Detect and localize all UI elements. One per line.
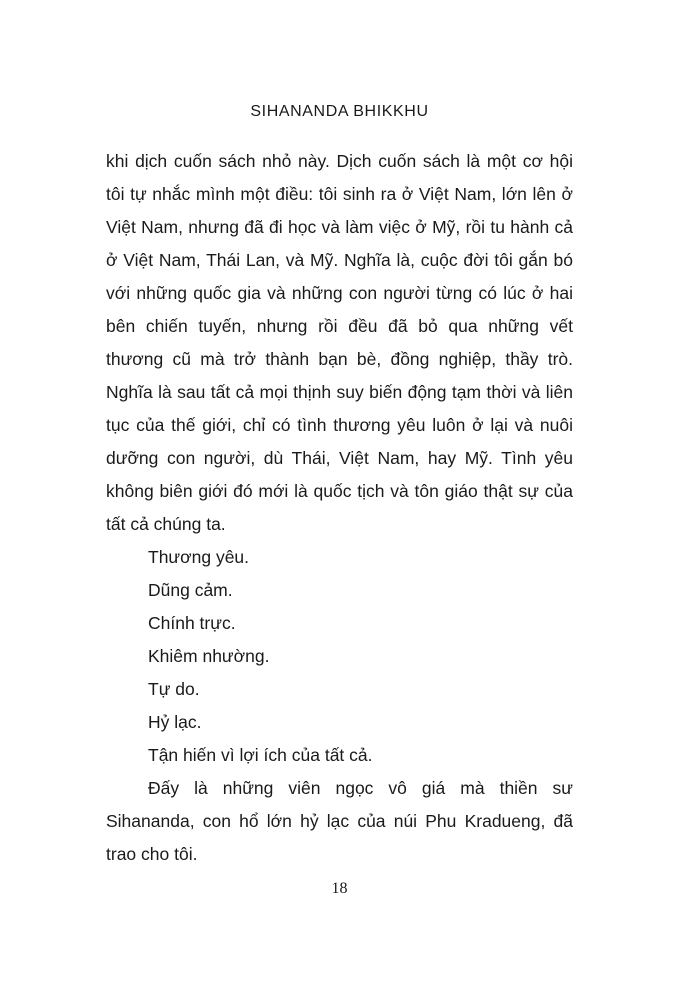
virtue-line: Hỷ lạc. <box>148 712 202 732</box>
virtue-line: Thương yêu. <box>148 547 250 567</box>
closing-paragraph: Đấy là những viên ngọc vô giá mà thiền sư Sihananda, con hổ lớn hỷ lạc của núi Phu Kradueng, đã trao cho tôi. <box>106 778 573 864</box>
virtue-line: Tận hiến vì lợi ích của tất cả. <box>148 745 373 765</box>
virtue-line: Chính trực. <box>148 613 236 633</box>
running-head: SIHANANDA BHIKKHU <box>250 103 429 120</box>
page-number: 18 <box>331 880 348 897</box>
virtue-line: Tự do. <box>148 679 200 699</box>
virtue-line: Khiêm nhường. <box>148 646 270 666</box>
virtue-line: Dũng cảm. <box>148 580 233 600</box>
body-text <box>106 145 573 871</box>
paragraph: khi dịch cuốn sách nhỏ này. Dịch cuốn sách là một cơ hội tôi tự nhắc mình một điều: tôi sinh ra ở Việt Nam, lớn lên ở Việt Nam, nhưng đã đi học và làm việc ở Mỹ, rồi tu hành cả ở Việt Nam, Thái Lan, và Mỹ. Nghĩa là, cuộc đời tôi gắn bó với những quốc gia và những con người từng có lúc ở hai bên chiến tuyến, nhưng rồi đều đã bỏ qua những vết thương cũ mà trở thành bạn bè, đồng nghiệp, thầy trò. Nghĩa là sau tất cả mọi thịnh suy biến động tạm thời và liên tục của thế giới, chỉ có tình thương yêu luôn ở lại và nuôi dưỡng con người, dù Thái, Việt Nam, hay Mỹ. Tình yêu không biên giới đó mới là quốc tịch và tôn giáo thật sự của tất cả chúng ta. <box>106 151 573 534</box>
